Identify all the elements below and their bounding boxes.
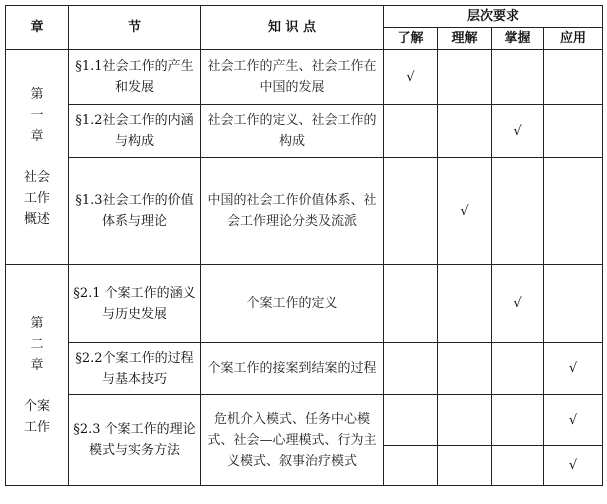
check-cell [544,446,603,486]
header-section: 节 [69,6,201,50]
check-mark-icon: √ [513,296,522,311]
section-cell: §2.1 个案工作的涵义与历史发展 [69,265,201,343]
check-cell [384,446,438,486]
check-cell [384,343,438,395]
chapter-1-line: 一 [30,108,44,123]
knowledge-cell: 社会工作的定义、社会工作的构成 [201,105,384,158]
header-row-1 [6,6,603,28]
check-mark-icon: √ [406,69,415,85]
check-mark-icon: √ [513,123,522,139]
knowledge-cell: 个案工作的定义 [201,265,384,343]
check-cell [384,265,438,343]
check-cell [438,265,492,343]
chapter-1-line: 第 [30,87,44,102]
chapter-2-line: 第 [30,315,44,331]
check-cell [544,343,603,395]
check-cell [492,50,544,105]
knowledge-cell: 危机介入模式、任务中心模式、社会—心理模式、行为主义模式、叙事治疗模式 [201,395,384,486]
knowledge-cell: 个案工作的接案到结案的过程 [201,343,384,395]
header-level: 层次要求 [384,6,603,28]
header-chapter: 章 [6,6,69,50]
check-cell [492,105,544,158]
table-row [6,50,603,105]
check-cell [384,395,438,446]
chapter-2-line: 二 [30,336,44,352]
check-cell [544,105,603,158]
section-cell: §2.3 个案工作的理论模式与实务方法 [69,395,201,486]
check-cell [384,105,438,158]
chapter-1-gap [9,147,65,167]
check-cell [438,343,492,395]
section-cell: §1.2社会工作的内涵与构成 [69,105,201,158]
check-cell [438,105,492,158]
check-cell [492,446,544,486]
chapter-2-line: 工作 [23,419,50,435]
section-cell: §1.3社会工作的价值体系与理论 [69,158,201,265]
syllabus-table [5,5,603,486]
knowledge-cell: 社会工作的产生、社会工作在中国的发展 [201,50,384,105]
chapter-2-line: 个案 [23,398,50,414]
chapter-1-line: 概述 [23,212,50,227]
check-cell [438,395,492,446]
header-level-comprehend: 理解 [438,28,492,50]
check-cell [544,395,603,446]
check-cell [544,265,603,343]
chapter-1-line: 工作 [23,191,50,206]
header-level-master: 掌握 [492,28,544,50]
table-row [6,343,603,395]
check-cell [438,50,492,105]
chapter-1-cell [6,50,69,265]
table-row [6,265,603,343]
knowledge-cell: 中国的社会工作价值体系、社会工作理论分类及流派 [201,158,384,265]
check-cell [384,50,438,105]
header-level-understand: 了解 [384,28,438,50]
header-level-apply: 应用 [544,28,603,50]
check-cell [544,50,603,105]
check-cell [492,395,544,446]
check-cell [492,265,544,343]
chapter-2-gap [9,376,65,396]
chapter-2-cell [6,265,69,486]
table-row [6,395,603,446]
chapter-2-line: 章 [30,357,44,373]
check-cell [438,158,492,265]
check-mark-icon: √ [460,203,469,219]
chapter-1-line: 章 [30,129,44,144]
check-cell [438,446,492,486]
check-cell [544,158,603,265]
check-mark-icon: √ [568,361,578,376]
check-mark-icon: √ [568,412,578,428]
check-cell [492,343,544,395]
header-knowledge: 知 识 点 [201,6,384,50]
section-cell: §2.2个案工作的过程与基本技巧 [69,343,201,395]
check-cell [384,158,438,265]
check-cell [492,158,544,265]
table-row [6,158,603,265]
chapter-1-line: 社会 [23,170,50,185]
table-row [6,105,603,158]
section-cell: §1.1社会工作的产生和发展 [69,50,201,105]
check-mark-icon: √ [568,458,578,473]
